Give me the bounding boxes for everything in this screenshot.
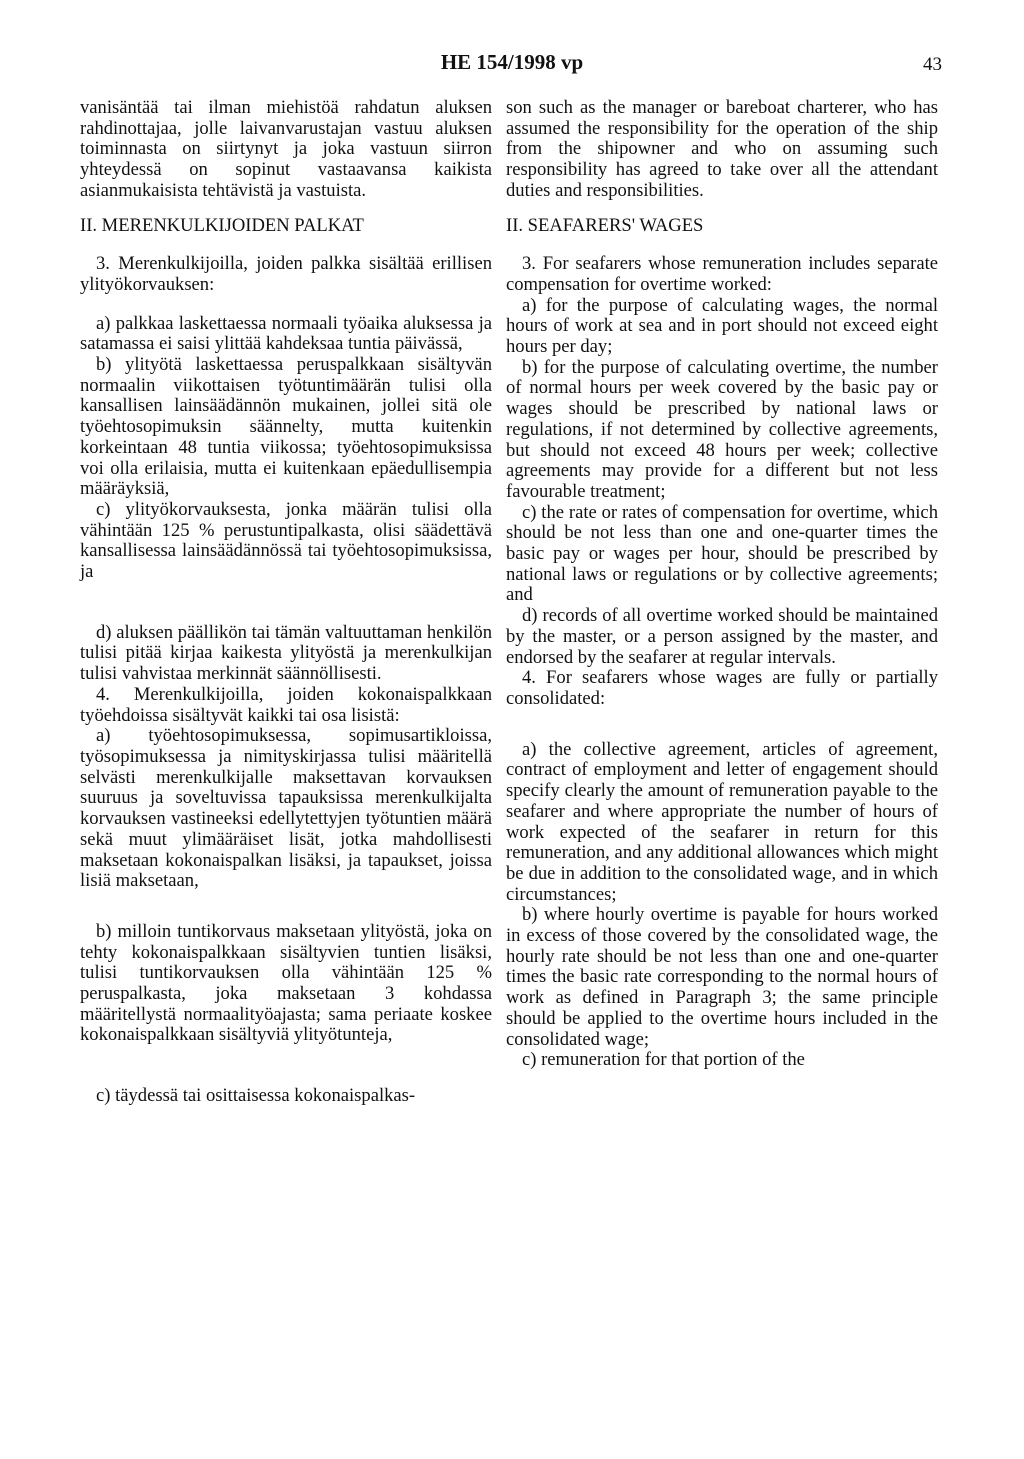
en-paragraph-3b: b) for the purpose of calculating overtime, the number of normal hours per week covered by the basic pay or wages should be prescribed by national laws or regulations, if not determined by collective agreements, but should not exceed 48 hours per week; collective agreements may provide for a different but not less favourable treatment;	[506, 356, 938, 502]
fi-paragraph-4a: a) työehtosopimuksessa, sopimusartikloissa, työsopimuksessa ja nimityskirjassa tulisi määritellä selvästi merenkulkijalle maksettavan korvauksen suuruus ja soveltuvissa tapauksissa merenkulkijalta korvauksen vastineeksi edellytettyjen työtuntien määrä sekä muut ylimääräiset lisät, jotka mahdollisesti maksetaan kokonaispalkan lisäksi, ja tapaukset, joissa lisiä maksetaan,	[80, 725, 492, 892]
en-paragraph-continuation: son such as the manager or bareboat charterer, who has assumed the responsibility for the operation of the ship from the shipowner and who on assuming such responsibility has agreed to take over all the attendant duties and responsibilities.	[506, 97, 938, 201]
en-paragraph-3c: c) the rate or rates of compensation for overtime, which should be not less than one and one-quarter times the basic pay or wages per hour, should be prescribed by national laws or regulations or by collective agreements; and	[506, 501, 938, 606]
en-paragraph-4b: b) where hourly overtime is payable for hours worked in excess of those covered by the consolidated wage, the hourly rate should be not less than one and one-quarter times the basic rate corresponding to the normal hours of work as defined in Paragraph 3; the same principle should be applied to the overtime hours included in the consolidated wage;	[506, 904, 938, 1050]
en-paragraph-4c: c) remuneration for that portion of the	[522, 1049, 805, 1071]
page-number: 43	[923, 54, 942, 75]
page-header	[0, 50, 1024, 80]
fi-paragraph-3c: c) ylityökorvauksesta, jonka määrän tulisi olla vähintään 125 % perustuntipalkasta, olisi säädettävä kansallisessa lainsäädännössä tai työehtosopimuksissa, ja	[80, 498, 492, 583]
fi-paragraph-4b: b) milloin tuntikorvaus maksetaan ylityöstä, joka on tehty kokonaispalkkaan sisältyvien tuntien lisäksi, tulisi tuntikorvauksen olla vähintään 125 % peruspalkasta, joka maksetaan 3 kohdassa määritellystä normaalityöajasta; sama periaate koskee kokonaispalkkaan sisältyviä ylityötunteja,	[80, 920, 492, 1046]
en-paragraph-3d: d) records of all overtime worked should be maintained by the master, or a person assigned by the master, and endorsed by the seafarer at regular intervals.	[506, 605, 938, 668]
en-paragraph-4: 4. For seafarers whose wages are fully or partially consolidated:	[506, 667, 938, 709]
fi-paragraph-3: 3. Merenkulkijoilla, joiden palkka sisältää erillisen ylityökorvauksen:	[80, 253, 492, 295]
en-section-heading: II. SEAFARERS' WAGES	[506, 214, 704, 236]
en-paragraph-3: 3. For seafarers whose remuneration includes separate compensation for overtime worked:	[506, 253, 938, 295]
fi-paragraph-3d: d) aluksen päällikön tai tämän valtuuttaman henkilön tulisi pitää kirjaa kaikesta ylityöstä ja merenkulkijan tulisi vahvistaa merkinnät säännöllisesti.	[80, 621, 492, 685]
fi-paragraph-4c: c) täydessä tai osittaisessa kokonaispalkas-	[96, 1085, 416, 1107]
en-paragraph-4a: a) the collective agreement, articles of agreement, contract of employment and letter of engagement should specify clearly the amount of remuneration payable to the seafarer and where appropriate the number of hours of work expected of the seafarer in return for this remuneration, and any additional allowances which might be due in addition to the consolidated wage, and in which circumstances;	[506, 738, 938, 905]
fi-paragraph-3b: b) ylityötä laskettaessa peruspalkkaan sisältyvän normaalin viikottaisen työtuntimäärän tulisi olla kansallisen lainsäädännön mukainen, jollei sitä ole työehtosopimuksin säännelty, mutta kuitenkin korkeintaan 48 tuntia viikossa; työehtosopimuksissa voi olla erilaisia, mutta ei kuitenkaan epäedullisempia määräyksiä,	[80, 354, 492, 500]
english-column	[506, 98, 938, 1071]
fi-section-heading: II. MERENKULKIJOIDEN PALKAT	[80, 214, 364, 236]
document-title: HE 154/1998 vp	[440, 50, 584, 74]
fi-paragraph-4: 4. Merenkulkijoilla, joiden kokonaispalkkaan työehdoissa sisältyvät kaikki tai osa lisistä:	[80, 683, 492, 726]
finnish-column	[80, 98, 492, 1107]
en-paragraph-3a: a) for the purpose of calculating wages, the normal hours of work at sea and in port should not exceed eight hours per day;	[506, 294, 938, 358]
fi-paragraph-3a: a) palkkaa laskettaessa normaali työaika aluksessa ja satamassa ei saisi ylittää kahdeksaa tuntia päivässä,	[80, 312, 492, 355]
fi-paragraph-continuation: vanisäntää tai ilman miehistöä rahdatun aluksen rahdinottajaa, jolle laivanvarustajan vastuu aluksen toiminnasta on siirtynyt ja joka vastuun siirron yhteydessä on sopinut vastaavansa kaikista asianmukaisista tehtävistä ja vastuista.	[80, 97, 492, 201]
